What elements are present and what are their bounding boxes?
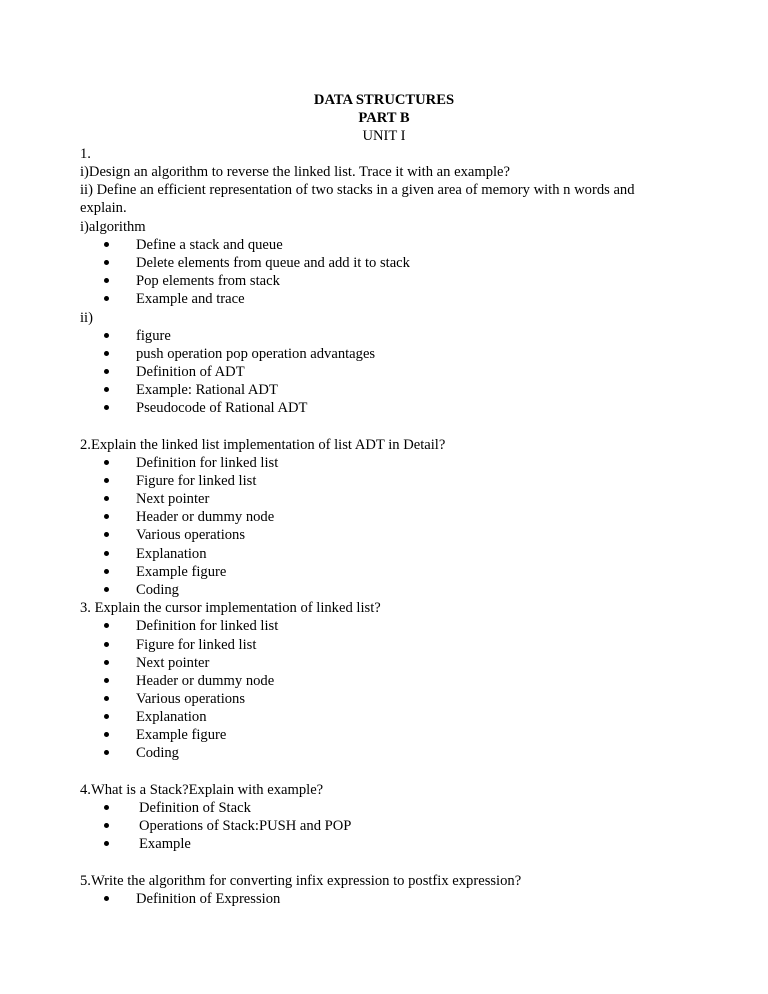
question-1-number: 1. [80,146,91,162]
bullet-icon [104,532,109,537]
bullet-icon [104,351,109,356]
list-item: Header or dummy node [136,508,274,526]
bullet-icon [104,587,109,592]
question-2: 2.Explain the linked list implementation of list ADT in Detail? [80,437,446,453]
bullet-icon [104,642,109,647]
question-1-part-i: i)Design an algorithm to reverse the linked list. Trace it with an example? [80,164,511,180]
bullet-icon [104,242,109,247]
bullet-icon [104,569,109,574]
unit-heading: UNIT I [362,128,406,144]
list-item: Definition of Stack [139,799,251,817]
bullet-icon [104,732,109,737]
bullet-icon [104,696,109,701]
list-item: figure [136,327,171,345]
list-item: Operations of Stack:PUSH and POP [139,817,351,835]
bullet-icon [104,405,109,410]
bullet-icon [104,296,109,301]
bullet-icon [104,260,109,265]
bullet-icon [104,551,109,556]
bullet-icon [104,514,109,519]
bullet-icon [104,623,109,628]
list-item: Explanation [136,545,207,563]
list-item: Figure for linked list [136,472,256,490]
list-item: Example figure [136,726,226,744]
question-1-part-ii: ii) Define an efficient representation of two stacks in a given area of memory with n words and [80,182,635,198]
list-item: Various operations [136,526,245,544]
list-item: Various operations [136,690,245,708]
list-item: Header or dummy node [136,672,274,690]
list-item: Pop elements from stack [136,272,280,290]
list-item: push operation pop operation advantages [136,345,375,363]
bullet-icon [104,714,109,719]
list-item: Explanation [136,708,207,726]
bullet-icon [104,678,109,683]
bullet-icon [104,369,109,374]
answer-ii-label: ii) [80,310,93,326]
question-4: 4.What is a Stack?Explain with example? [80,782,324,798]
list-item: Example [139,835,191,853]
bullet-icon [104,841,109,846]
list-item: Next pointer [136,654,209,672]
bullet-icon [104,460,109,465]
list-item: Delete elements from queue and add it to stack [136,254,410,272]
bullet-icon [104,896,109,901]
list-item: Example: Rational ADT [136,381,278,399]
bullet-icon [104,496,109,501]
list-item: Definition for linked list [136,617,278,635]
list-item: Definition for linked list [136,454,278,472]
bullet-icon [104,750,109,755]
list-item: Figure for linked list [136,636,256,654]
list-item: Define a stack and queue [136,236,283,254]
list-item: Definition of Expression [136,890,280,908]
list-item: Definition of ADT [136,363,245,381]
bullet-icon [104,387,109,392]
part-heading: PART B [358,110,410,126]
list-item: Coding [136,581,179,599]
question-1-part-ii-cont: explain. [80,200,127,216]
list-item: Pseudocode of Rational ADT [136,399,307,417]
bullet-icon [104,478,109,483]
answer-i-label: i)algorithm [80,219,146,235]
question-5: 5.Write the algorithm for converting infix expression to postfix expression? [80,873,522,889]
bullet-icon [104,823,109,828]
question-3: 3. Explain the cursor implementation of linked list? [80,600,381,616]
bullet-icon [104,805,109,810]
bullet-icon [104,278,109,283]
bullet-icon [104,333,109,338]
list-item: Coding [136,744,179,762]
list-item: Next pointer [136,490,209,508]
list-item: Example and trace [136,290,245,308]
document-title: DATA STRUCTURES [313,92,455,108]
bullet-icon [104,660,109,665]
list-item: Example figure [136,563,226,581]
